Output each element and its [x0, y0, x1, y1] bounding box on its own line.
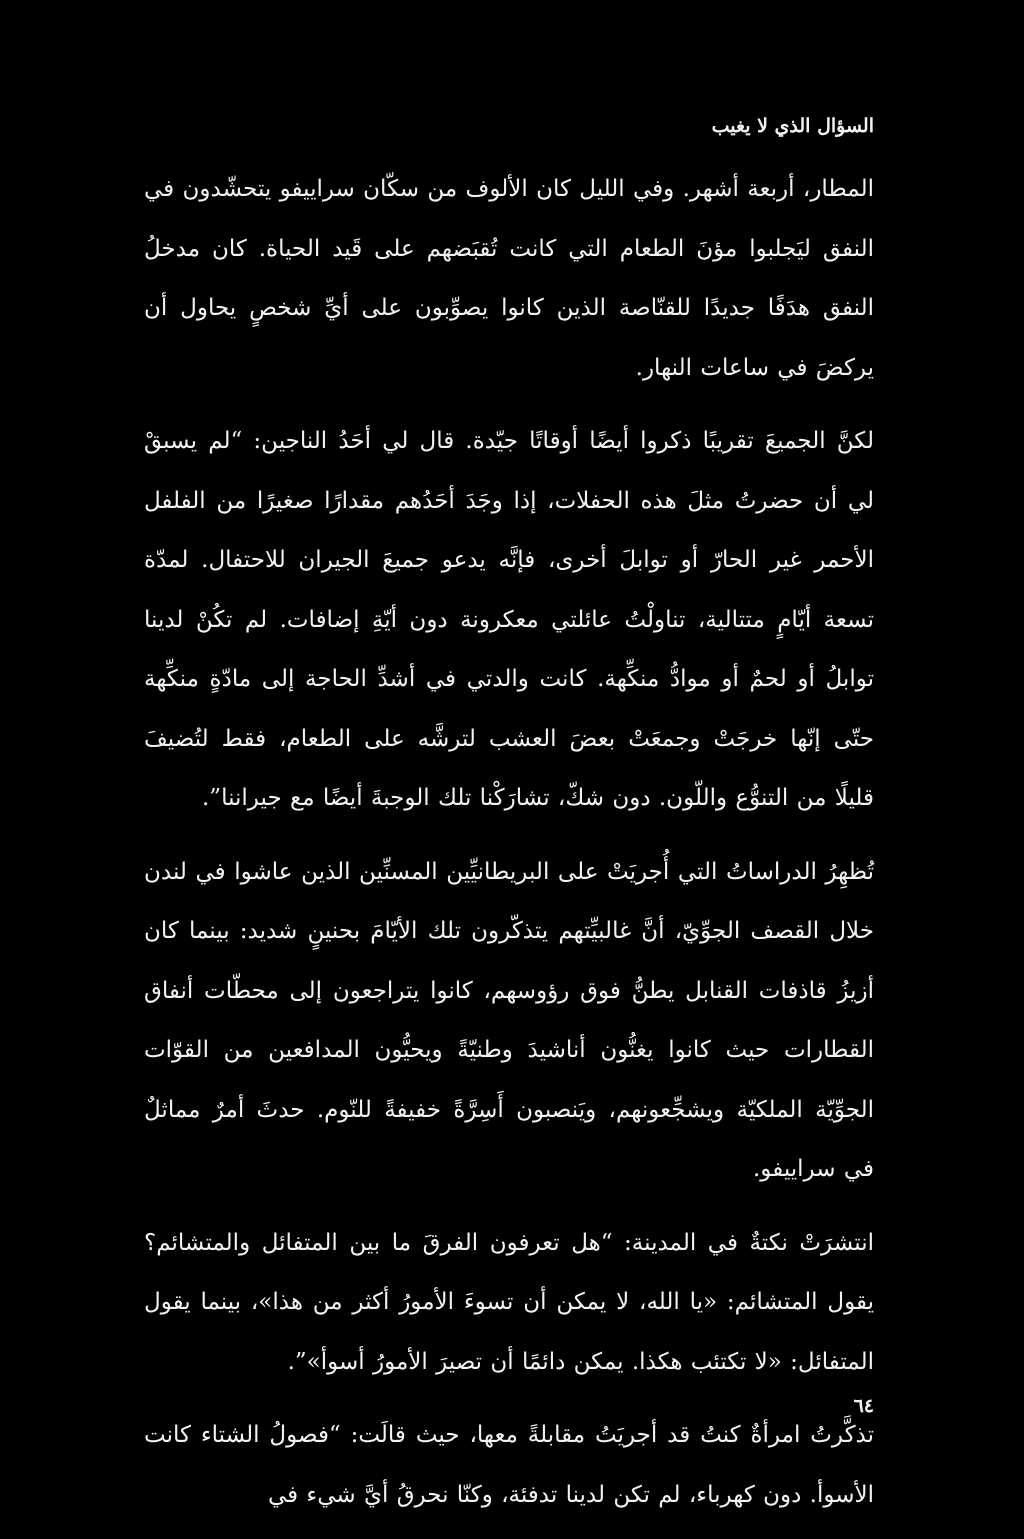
running-header: السؤال الذي لا يغيب: [711, 115, 874, 137]
paragraph: لكنَّ الجميعَ تقريبًا ذكروا أيضًا أوقاتًا جيّدة. قال لي أحَدُ الناجين: “لم يسبقْ لي أن حضرتُ مثلَ هذه الحفلات، إذا وجَدَ أحَدُهم مقدارًا صغيرًا من الفلفل الأحمر غير الحارّ أو توابلَ أخرى، فإنَّه يدعو جميعَ الجيران للاحتفال. لمدّة تسعة أيّامٍ متتالية، تناولْتُ عائلتي معكرونة دون أيّةِ إضافات. لم تكُنْ لدينا توابلُ أو لحمٌ أو موادُّ منكِّهة. كانت والدتي في أشدِّ الحاجة إلى مادّةٍ منكِّهة حتّى إنّها خرجَتْ وجمعَتْ بعضَ العشب لترشَّه على الطعام، فقط لتُضيفَ قليلًا من التنوُّع واللّون. دون شكّ، تشارَكْنا تلك الوجبةَ أيضًا مع جيراننا”.: [144, 428, 874, 811]
body-text: [144, 160, 874, 1539]
paragraph: تذكَّرتُ امرأةٌ كنتُ قد أجريَتُ مقابلةً معها، حيث قالَت: “فصولُ الشتاء كانت الأسوأ. دون كهرباء، لم تكن لدينا تدفئة، وكنّا نحرقُ أيَّ شيء في: [144, 1422, 874, 1508]
paragraph: انتشرَتْ نكتةٌ في المدينة: “هل تعرفون الفرقَ ما بين المتفائل والمتشائم؟ يقول المتشائم: «يا الله، لا يمكن أن تسوءَ الأمورُ أكثر من هذا»، بينما يقول المتفائل: «لا تكتئب هكذا. يمكن دائمًا أن تصيرَ الأمورُ أسوأ»”.: [144, 1229, 874, 1375]
paragraph: المطار، أربعة أشهر. وفي الليل كان الألوف من سكّان سراييفو يتحشّدون في النفق ليَجلبوا مؤنَ الطعام التي كانت تُقبَضهم على قَيد الحياة. كان مدخلُ النفق هدَفًا جديدًا للقنّاصة الذين كانوا يصوِّبون على أيِّ شخصٍ يحاول أن يركضَ في ساعات النهار.: [144, 176, 874, 381]
paragraph: تُظهِرُ الدراساتُ التي أُجريَتْ على البريطانيِّين المسنِّين الذين عاشوا في لندن خلال القصف الجوِّيّ، أنَّ غالبيِّتهم يتذكّرون تلك الأيّامَ بحنينٍ شديد: بينما كان أزيزُ قاذفات القنابل يطنُّ فوق رؤوسهم، كانوا يتراجعون إلى محطّات أنفاق القطارات حيث كانوا يغنُّون أناشيدَ وطنيّةً ويحيُّون المدافعين من القوّات الجوِّيّة الملكيّة ويشجِّعونهم، ويَنصبون أَسِرَّةً خفيفةً للنّوم. حدثَ أمرٌ مماثلٌ في سراييفو.: [144, 858, 874, 1182]
page-number: ٦٤: [853, 1395, 874, 1417]
